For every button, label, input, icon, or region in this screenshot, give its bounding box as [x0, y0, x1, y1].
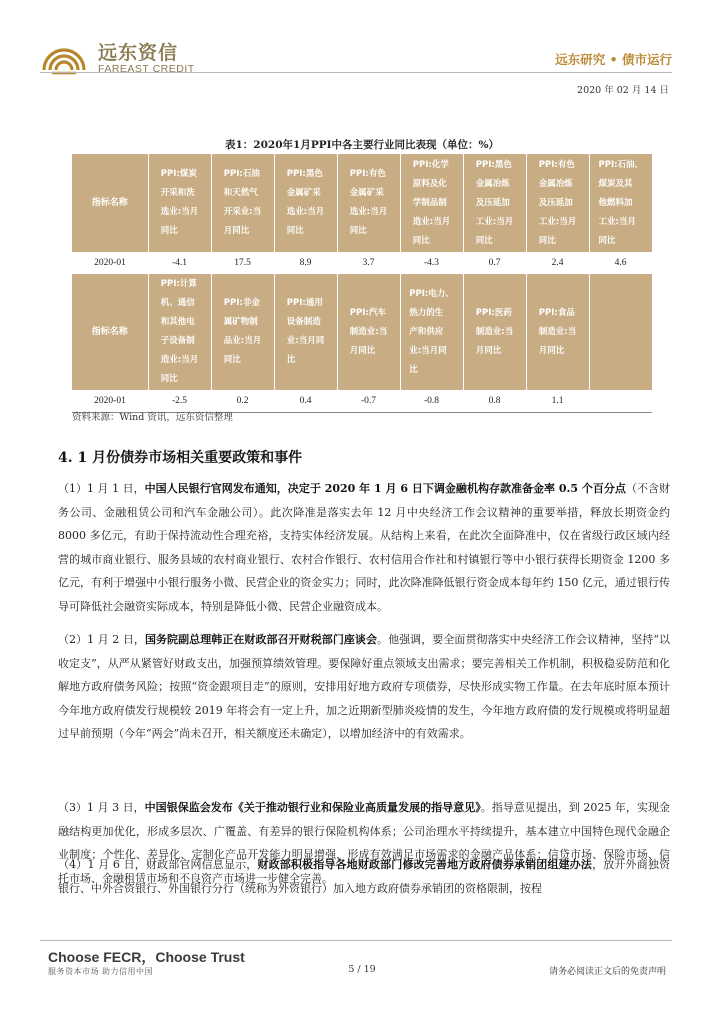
logo-text-en: FAREAST CREDIT [98, 63, 195, 75]
logo-text-cn: 远东资信 [98, 42, 179, 64]
header-line: PPI:石油 [223, 169, 260, 179]
paragraph-lead: （2）1 月 2 日， [58, 633, 145, 646]
header-line: 和天然气 [223, 188, 258, 198]
header-line: 同比 [286, 226, 304, 236]
header-line: PPI:黑色 [286, 169, 323, 179]
header-line: PPI:石油、 [598, 159, 644, 170]
header-line: 比 [409, 364, 418, 375]
table-title: 表1：2020年1月PPI中各主要行业同比表现（单位：%） [224, 139, 499, 151]
value-cell: -4.3 [423, 258, 440, 268]
header-line: 同比 [538, 235, 556, 246]
header-line: 学制品制 [412, 197, 447, 208]
header-line: 热力的生 [409, 307, 444, 318]
paragraph [58, 477, 670, 618]
table-row [72, 252, 652, 274]
header-line: 工业:当月 [538, 216, 577, 227]
header-line: PPI:通用 [286, 298, 323, 308]
value-cell: -0.8 [400, 390, 463, 412]
paragraph-lead: （3）1 月 3 日， [58, 801, 145, 814]
header-line: 金属冶炼 [538, 178, 573, 189]
header-cell [211, 154, 274, 252]
value-cell: 8.9 [299, 258, 312, 268]
header-line: PPI:计算 [160, 279, 197, 289]
header-line: 产和供应 [409, 326, 444, 337]
header-line: 金属冶炼 [475, 178, 510, 189]
ppi-industry-table [72, 154, 652, 413]
value-cell: 1.1 [526, 390, 589, 412]
header-line: 他燃料加 [598, 197, 633, 208]
header-line: 业:当月同 [409, 345, 447, 356]
header-line: 原料及化 [412, 178, 447, 189]
value-cell [589, 390, 652, 412]
header-line: 工业:当月 [598, 216, 636, 227]
header-line: PPI:医药 [475, 307, 512, 318]
table-header-row [72, 274, 652, 390]
header-line: 设备制造 [286, 317, 321, 327]
header-line: PPI:化学 [412, 159, 449, 170]
value-cell: -4.1 [171, 258, 188, 268]
footer-disclaimer[interactable]: 请务必阅读正文后的免责声明 [548, 967, 666, 977]
section-heading: 4. 1 月份债券市场相关重要政策和事件 [58, 450, 303, 466]
header-line: 子设备制 [160, 336, 195, 346]
paragraph-lead: （1）1 月 1 日， [58, 482, 145, 495]
header-line: 制造业:当 [349, 326, 388, 337]
header-divider [40, 72, 672, 73]
header-line: 造业:当月 [412, 216, 451, 227]
paragraph-highlight: 国务院副总理韩正在财政部召开财税部门座谈会 [144, 633, 378, 646]
header-line: 同比 [223, 355, 241, 365]
header-line: 制造业:当 [538, 326, 577, 337]
header-cell [148, 274, 211, 390]
header-cell [400, 154, 463, 252]
header-cell [400, 274, 463, 390]
row-label-cell: 指标名称 [72, 154, 148, 252]
paragraph-highlight: 财政部积极指导各地财政部门修改完善地方政府债券承销团组建办法 [257, 858, 593, 871]
header-line: 月同比 [349, 345, 376, 356]
header-line: 比 [286, 355, 296, 365]
report-series-title: 远东研究 • 债市运行 [555, 52, 672, 67]
header-line: 开采和洗 [160, 188, 195, 198]
value-cell: 2.4 [551, 258, 564, 268]
footer-slogan: Choose FECR，Choose Trust [48, 949, 245, 965]
header-line: 同比 [160, 226, 178, 236]
header-cell [463, 154, 526, 252]
paragraph-body: （不含财务公司、金融租赁公司和汽车金融公司）。此次降准是落实去年 12 月中央经济工作会议精神的重要举措，释放长期资金约 8000 多亿元，有助于保持流动性合理充裕，支持实体经济发展。从结构上来看，在此次全面降准中，仅在省级行政区域内经营的城市商业银行、服务县域的农村商业银行、农村合作银行、农村信用合作社和村镇银行等中小银行获得长期资金 1200 多亿元，有利于增强中小银行服务小微、民营企业的资金实力；同时，此次降准降低银行资金成本每年约 150 亿元，通过银行传导可降低社会融资实际成本，特别是降低小微、民营企业融资成本。 [58, 482, 670, 613]
header-line: PPI:汽车 [349, 307, 386, 318]
header-line: 金属矿采 [349, 188, 384, 198]
page-header [0, 0, 724, 100]
header-line: 制造业:当 [475, 326, 514, 337]
value-cell: -2.5 [148, 390, 211, 412]
header-line: 同比 [475, 235, 493, 246]
header-line: 品业:当月 [223, 336, 262, 346]
header-line: PPI:黑色 [475, 159, 512, 170]
header-cell [526, 274, 589, 390]
header-line: 业:当月同 [286, 336, 325, 346]
header-line: PPI:有色 [538, 159, 575, 170]
table-header-row [72, 154, 652, 252]
paragraph-lead: （4）1 月 6 日，财政部官网信息显示， [58, 858, 258, 871]
header-line: 同比 [160, 374, 178, 384]
header-line: 及压延加 [538, 197, 573, 208]
footer-divider [40, 940, 672, 941]
paragraph-highlight: 中国银保监会发布《关于推动银行业和保险业高质量发展的指导意见》 [144, 801, 481, 814]
value-cell: 3.7 [362, 258, 375, 268]
header-cell [589, 274, 652, 390]
paragraph [58, 628, 670, 746]
row-date: 2020-01 [94, 258, 126, 268]
header-line: 月同比 [538, 345, 565, 356]
table-source-note: 资料来源：Wind 资讯，远东资信整理 [72, 412, 233, 423]
header-line: 及压延加 [475, 197, 510, 208]
header-cell [337, 274, 400, 390]
footer-sub-slogan: 服务资本市场 助力信用中国 [48, 967, 154, 976]
paragraph-body: 。他强调，要全面贯彻落实中央经济工作会议精神，坚持“以收定支”，从严从紧管好财政支出，加强预算绩效管理。要保障好重点领域支出需求；要完善相关工作机制，积极稳妥防范和化解地方政府债务风险；按照“资金跟项目走”的原则，安排用好地方政府专项债券，尽快形成实物工作量。在去年底时原本预计今年地方政府债发行规模较 2019 年将会有一定上升，加之近期新型肺炎疫情的发生，今年地方政府债的发行规模或将明显超过早前预期（今年“两会”尚未召开，相关额度还未确定），以增加经济中的有效需求。 [58, 633, 670, 740]
header-line: 月同比 [223, 226, 250, 236]
header-line: 机、通信 [160, 298, 195, 308]
header-cell [274, 274, 337, 390]
paragraph [58, 853, 670, 900]
paragraph-body: ，放开外商独资银行、中外合资银行、外国银行分行（统称为外资银行）加入地方政府债券承销团的资格限制，按程 [58, 858, 671, 895]
value-cell: 0.7 [488, 258, 501, 268]
value-cell: 4.6 [614, 258, 627, 268]
header-cell [463, 274, 526, 390]
header-line: 选业:当月 [160, 207, 199, 217]
value-cell: 0.2 [211, 390, 274, 412]
value-cell: 17.5 [234, 258, 251, 268]
header-line: 同比 [349, 226, 367, 236]
header-cell [211, 274, 274, 390]
header-cell [148, 154, 211, 252]
header-line: 开采业:当 [223, 207, 262, 217]
fareast-logo-icon [40, 40, 88, 76]
header-line: PPI:有色 [349, 169, 386, 179]
value-cell: 0.4 [274, 390, 337, 412]
header-line: PPI:电力、 [409, 288, 454, 299]
header-line: PPI:食品 [538, 307, 575, 318]
header-line: PPI:煤炭 [160, 169, 197, 179]
header-cell [526, 154, 589, 252]
header-cell [589, 154, 652, 252]
header-line: 选业:当月 [349, 207, 388, 217]
report-date: 2020 年 02 月 14 日 [577, 85, 669, 96]
header-cell [337, 154, 400, 252]
paragraph-highlight: 中国人民银行官网发布通知，决定于 2020 年 1 月 6 日下调金融机构存款准备金率 0.5 个百分点 [144, 482, 626, 495]
header-line: 选业:当月 [286, 207, 325, 217]
header-line: 煤炭及其 [598, 178, 633, 189]
header-line: 金属矿采 [286, 188, 321, 198]
value-cell: 0.8 [463, 390, 526, 412]
row-date: 2020-01 [72, 390, 148, 412]
header-line: 工业:当月 [475, 216, 514, 227]
header-line: 属矿物制 [223, 317, 258, 327]
header-line: 造业:当月 [160, 355, 199, 365]
header-line: 月同比 [475, 345, 502, 356]
value-cell: -0.7 [337, 390, 400, 412]
header-line: PPI:非金 [223, 298, 260, 308]
header-line: 和其他电 [160, 317, 195, 327]
page-number: 5 / 19 [348, 964, 376, 975]
paragraph-body: 。指导意见提出，到 2025 年，实现金融结构更加优化，形成多层次、广覆盖、有差异的银行保险机构体系；公司治理水平持续提升，基本建立中国特色现代金融企业制度；个性化、差异化、定制化产品开发能力明显增强，形成有效满足市场需求的金融产品体系；信贷市场、保险市场、信托市场、金融租赁市场和不良资产市场进一步健全完善。 [58, 801, 670, 885]
header-line: 同比 [598, 235, 616, 246]
header-line: 同比 [412, 235, 430, 246]
row-label-cell: 指标名称 [72, 274, 148, 390]
header-cell [274, 154, 337, 252]
